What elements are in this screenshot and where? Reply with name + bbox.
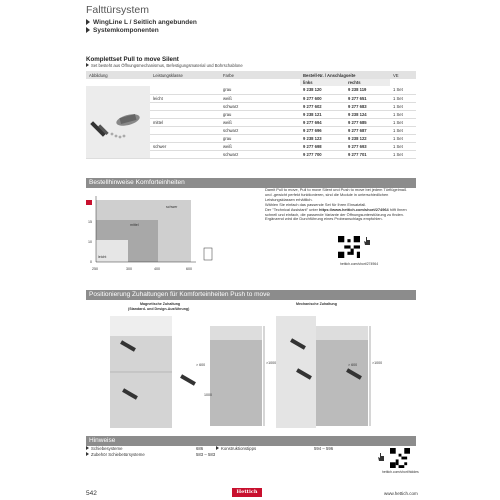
cell-klasse [150,110,220,118]
note-text-2: Wählen Sie einfach das passende Set für Ihren Einsatzfall. [265,201,367,207]
diagram-left-title: Magnetische Zuhaltung [140,302,181,306]
section-desc [86,63,243,68]
qr-code-icon[interactable] [390,448,410,468]
hinweis-label: Zubehör Schiebetürsysteme [91,452,145,457]
cell-klasse: leicht [150,94,220,102]
cell-rechts: 9 277 701 [345,150,390,158]
x-tick: 300 [126,267,132,271]
cell-links: 9 277 696 [300,126,345,134]
subtitle-2-text: Systemkomponenten [93,27,159,34]
positioning-diagrams [100,312,420,436]
label-mittel: mittel [130,223,139,227]
cell-links: 9 238 123 [300,134,345,142]
hand-pointer-icon [376,452,386,462]
dim-label: >1000 [266,361,277,365]
footer-url[interactable]: www.hettich.com [384,491,418,496]
cell-ve: 1 Set [390,142,416,150]
y-tick: 15 [88,220,92,224]
cell-klasse [150,86,220,94]
info-note [265,188,413,222]
section-title: Komplettset Pull to move Silent [86,56,179,63]
cell-rechts: 9 277 651 [345,94,390,102]
cell-rechts: 9 277 693 [345,142,390,150]
cell-farbe: schwarz [220,102,300,110]
hinweis-page: 583 – 583 [196,452,216,457]
y-tick: 10 [88,240,92,244]
label-leicht: leicht [98,255,107,259]
sub-empty [86,79,150,86]
qr-code-icon[interactable] [338,236,360,258]
diagram-right-title: Mechanische Zuhaltung [296,302,337,306]
page-title: Falttürsystem [86,4,150,16]
cell-klasse [150,126,220,134]
cell-rechts: 9 238 122 [345,134,390,142]
sub-empty [150,79,220,86]
hinweis-label: Konstruktionstipps [221,446,257,451]
col-header-ve: VE [390,71,416,79]
arrow-right-icon [86,63,89,67]
cell-rechts: 9 277 683 [345,102,390,110]
x-tick: 400 [154,267,160,271]
cell-rechts: 9 238 124 [345,110,390,118]
left-cabinet-top [110,316,172,336]
cell-links: 9 277 602 [300,102,345,110]
col-header-bestellnr: Bestell-Nr. / Anschlagseite [300,71,390,79]
cell-ve: 1 Set [390,126,416,134]
cell-klasse [150,102,220,110]
cell-farbe: schwarz [220,126,300,134]
x-tick: 600 [186,267,192,271]
cell-rechts: 9 277 687 [345,126,390,134]
cell-links: 9 277 700 [300,150,345,158]
page-number: 542 [86,490,97,497]
cell-links: 9 277 694 [300,118,345,126]
cell-ve: 1 Set [390,134,416,142]
hand-pointer-icon [362,236,372,246]
door-icon [204,248,212,260]
mechanism-icon [180,374,196,385]
sub-empty [220,79,300,86]
table-row [86,86,416,94]
arrow-right-icon [86,452,89,456]
cell-farbe: weiß [220,94,300,102]
cell-farbe: weiß [220,118,300,126]
cell-farbe: grau [220,86,300,94]
col-header-links: links [300,79,345,86]
hinweis-page: 686 [196,446,204,451]
arrow-right-icon [216,446,219,450]
section-band-bestellhinweise: Bestellhinweise Komforteinheiten [86,178,416,188]
hinweis-item[interactable] [86,452,416,458]
hettich-logo: Hettich [232,488,262,497]
cell-links: 9 238 120 [300,86,345,94]
cell-links: 9 277 600 [300,94,345,102]
cell-farbe: grau [220,110,300,118]
cell-klasse: schwer [150,142,220,150]
cell-ve: 1 Set [390,150,416,158]
section-desc-text: Set besteht aus Öffnungsmechanismus, Befestigungsmaterial und Bohrschablone [91,63,243,68]
col-header-abbildung: Abbildung [86,71,150,79]
cell-ve: 1 Set [390,118,416,126]
diagram-left-subtitle: (Standard- und Design-Ausführung) [128,307,190,311]
subtitle-1-text: WingLine L / Seitlich angebunden [93,19,197,26]
hinweise-list [86,446,416,458]
qr-label: hettich.com/short/274964 [340,262,379,266]
cell-ve: 1 Set [390,86,416,94]
section-band-hinweise: Hinweise [86,436,416,446]
cell-ve: 1 Set [390,110,416,118]
x-tick: 250 [92,267,98,271]
product-image [90,106,148,142]
hinweis-label: Schiebesysteme [91,446,123,451]
cell-farbe: weiß [220,142,300,150]
sub-empty [390,79,416,86]
cell-klasse: mittel [150,118,220,126]
hinweis-page: 594 – 596 [314,446,334,451]
cell-ve: 1 Set [390,102,416,110]
dim-label: > 600 [348,363,358,367]
note-text-3b: hilft Ihnen schnell und einfach, die passende Variante der Öffnungsunterstützung zu finden. Ergänzend wird die Durchführung eines Probeanschlags empfohlen. [265,206,407,222]
col-header-farbe: Farbe [220,71,300,79]
label-schwer: schwer [166,205,178,209]
subtitle-1 [86,19,197,26]
cell-rechts: 9 277 685 [345,118,390,126]
cell-links: 9 238 121 [300,110,345,118]
note-text-3a: Der "Technical Assistant" unter [265,206,320,212]
subtitle-2 [86,27,159,34]
dim-label: > 600 [196,363,206,367]
left-door-panel [210,326,262,426]
cell-rechts: 9 238 119 [345,86,390,94]
cell-farbe: schwarz [220,150,300,158]
dim-label: >1000 [372,361,383,365]
cell-klasse [150,150,220,158]
weight-icon [86,200,92,205]
cell-ve: 1 Set [390,94,416,102]
col-header-leistungsklasse: Leistungsklasse [150,71,220,79]
dim-label: 1000 [204,393,212,397]
cell-farbe: grau [220,134,300,142]
arrow-right-icon [86,446,89,450]
qr-label: hettich.com/short/hiddes [382,470,419,474]
col-header-rechts: rechts [345,79,390,86]
arrow-right-icon [86,27,90,33]
note-text-1: Damit Pull to move, Pull to move Silent und Push to move bei jedem Türflügelmaß und -gewicht perfekt funktionieren, sind die Module in unterschiedlichen Leistungsklassen erhältlich. [265,187,407,202]
section-band-positionierung: Positionierung Zuhaltungen für Komforteinheiten Push to move [86,290,416,300]
technical-assistant-link[interactable]: https://www.hettich.com/short/274964 [319,206,389,212]
arrow-right-icon [86,19,90,25]
y-tick: 0 [90,260,92,264]
cell-klasse [150,134,220,142]
cell-links: 9 277 698 [300,142,345,150]
performance-chart [86,192,226,278]
